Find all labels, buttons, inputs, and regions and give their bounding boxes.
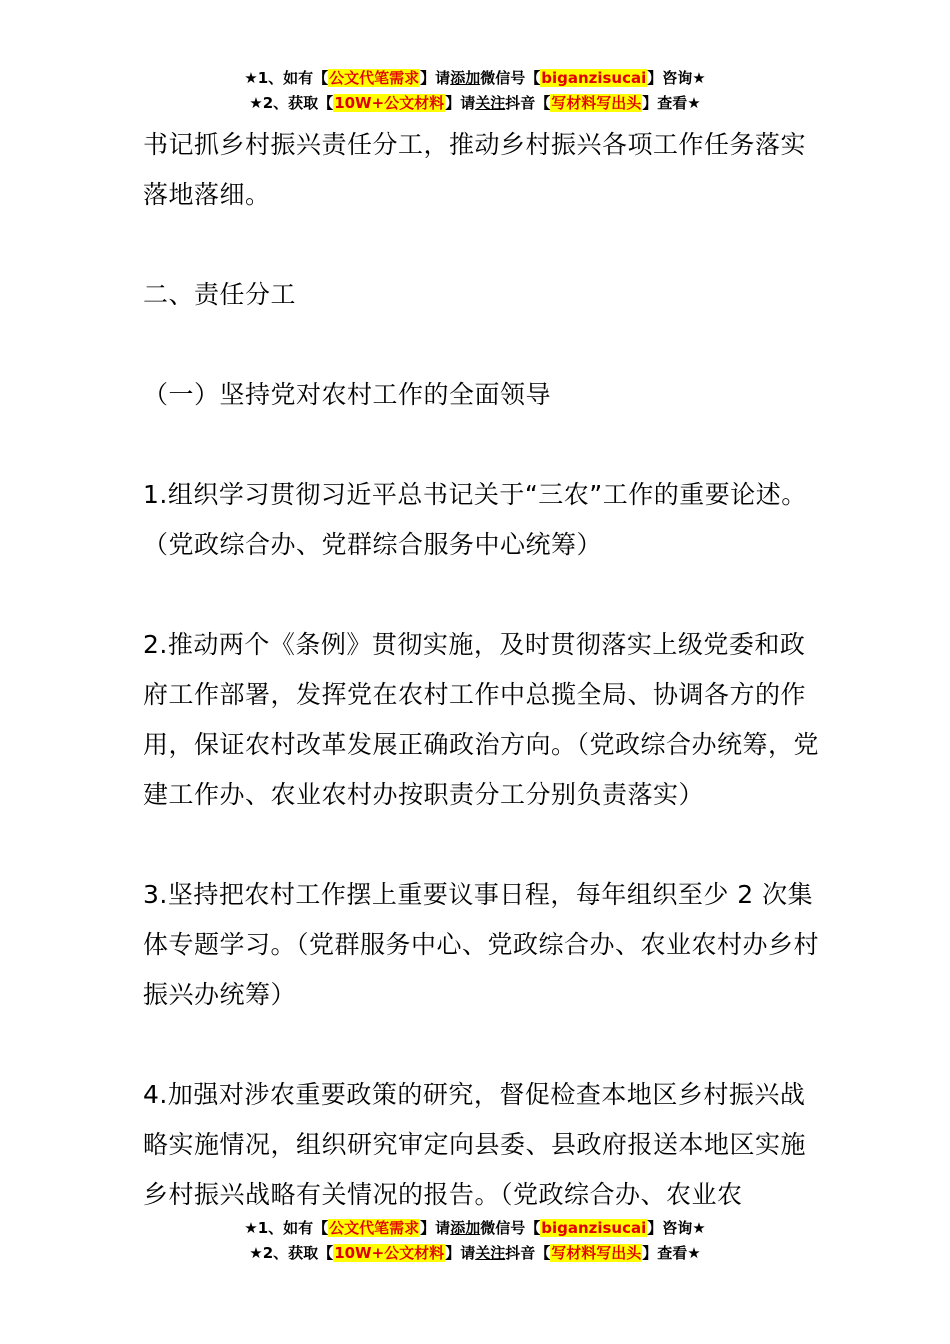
banner-text: 】请 [445, 94, 476, 112]
banner-line-2 [0, 1241, 950, 1266]
paragraph-gap [143, 1020, 823, 1070]
list-item-4: 4.加强对涉农重要政策的研究，督促检查本地区乡村振兴战略实施情况，组织研究审定向县委、县政府报送本地区实施乡村振兴战略有关情况的报告。（党政综合办、农业农 [143, 1080, 807, 1209]
banner-line-1 [0, 66, 950, 91]
banner-text: ★2、获取【 [249, 1244, 334, 1262]
banner-highlight: 公文代笔需求 [329, 69, 420, 87]
paragraph-gap [143, 320, 823, 370]
paragraph-gap [143, 220, 823, 270]
banner-text: 微信号【 [480, 69, 541, 87]
subsection-heading: （一）坚持党对农村工作的全面领导 [143, 380, 552, 409]
banner-emphasis: 关注 [475, 1244, 506, 1262]
section-heading: 二、责任分工 [143, 280, 297, 309]
banner-highlight: biganzisucai [541, 1219, 647, 1237]
banner-text: 】查看★ [642, 94, 701, 112]
banner-highlight: 10W+公文材料 [334, 94, 445, 112]
banner-text: 微信号【 [480, 1219, 541, 1237]
paragraph-gap [143, 820, 823, 870]
banner-line-1 [0, 1216, 950, 1241]
banner-text: 抖音【 [505, 94, 551, 112]
list-item-2: 2.推动两个《条例》贯彻实施，及时贯彻落实上级党委和政府工作部署，发挥党在农村工作中总揽全局、协调各方的作用，保证农村改革发展正确政治方向。（党政综合办统筹，党建工作办、农业农村办按职责分工分别负责落实） [143, 630, 820, 809]
banner-text: 】请 [420, 69, 451, 87]
paragraph-gap [143, 420, 823, 470]
banner-text: 】咨询★ [647, 69, 706, 87]
document-body [143, 120, 823, 1220]
banner-highlight: 10W+公文材料 [334, 1244, 445, 1262]
banner-emphasis: 添加 [450, 69, 481, 87]
banner-highlight: 写材料写出头 [551, 1244, 642, 1262]
intro-paragraph: 书记抓乡村振兴责任分工，推动乡村振兴各项工作任务落实落地落细。 [143, 130, 807, 209]
banner-text: 】咨询★ [647, 1219, 706, 1237]
banner-text: 】查看★ [642, 1244, 701, 1262]
banner-highlight: biganzisucai [541, 69, 647, 87]
banner-line-2 [0, 91, 950, 116]
banner-text: ★1、如有【 [244, 1219, 329, 1237]
banner-emphasis: 关注 [475, 94, 506, 112]
paragraph-gap [143, 570, 823, 620]
banner-text: 】请 [420, 1219, 451, 1237]
header-banner [0, 66, 950, 116]
banner-text: ★2、获取【 [249, 94, 334, 112]
banner-emphasis: 添加 [450, 1219, 481, 1237]
footer-banner [0, 1216, 950, 1266]
list-item-1: 1.组织学习贯彻习近平总书记关于“三农”工作的重要论述。（党政综合办、党群综合服务中心统筹） [143, 480, 807, 559]
banner-text: ★1、如有【 [244, 69, 329, 87]
banner-highlight: 写材料写出头 [551, 94, 642, 112]
banner-text: 】请 [445, 1244, 476, 1262]
list-item-3: 3.坚持把农村工作摆上重要议事日程，每年组织至少 2 次集体专题学习。（党群服务中心、党政综合办、农业农村办乡村振兴办统筹） [143, 880, 820, 1009]
banner-highlight: 公文代笔需求 [329, 1219, 420, 1237]
banner-text: 抖音【 [505, 1244, 551, 1262]
